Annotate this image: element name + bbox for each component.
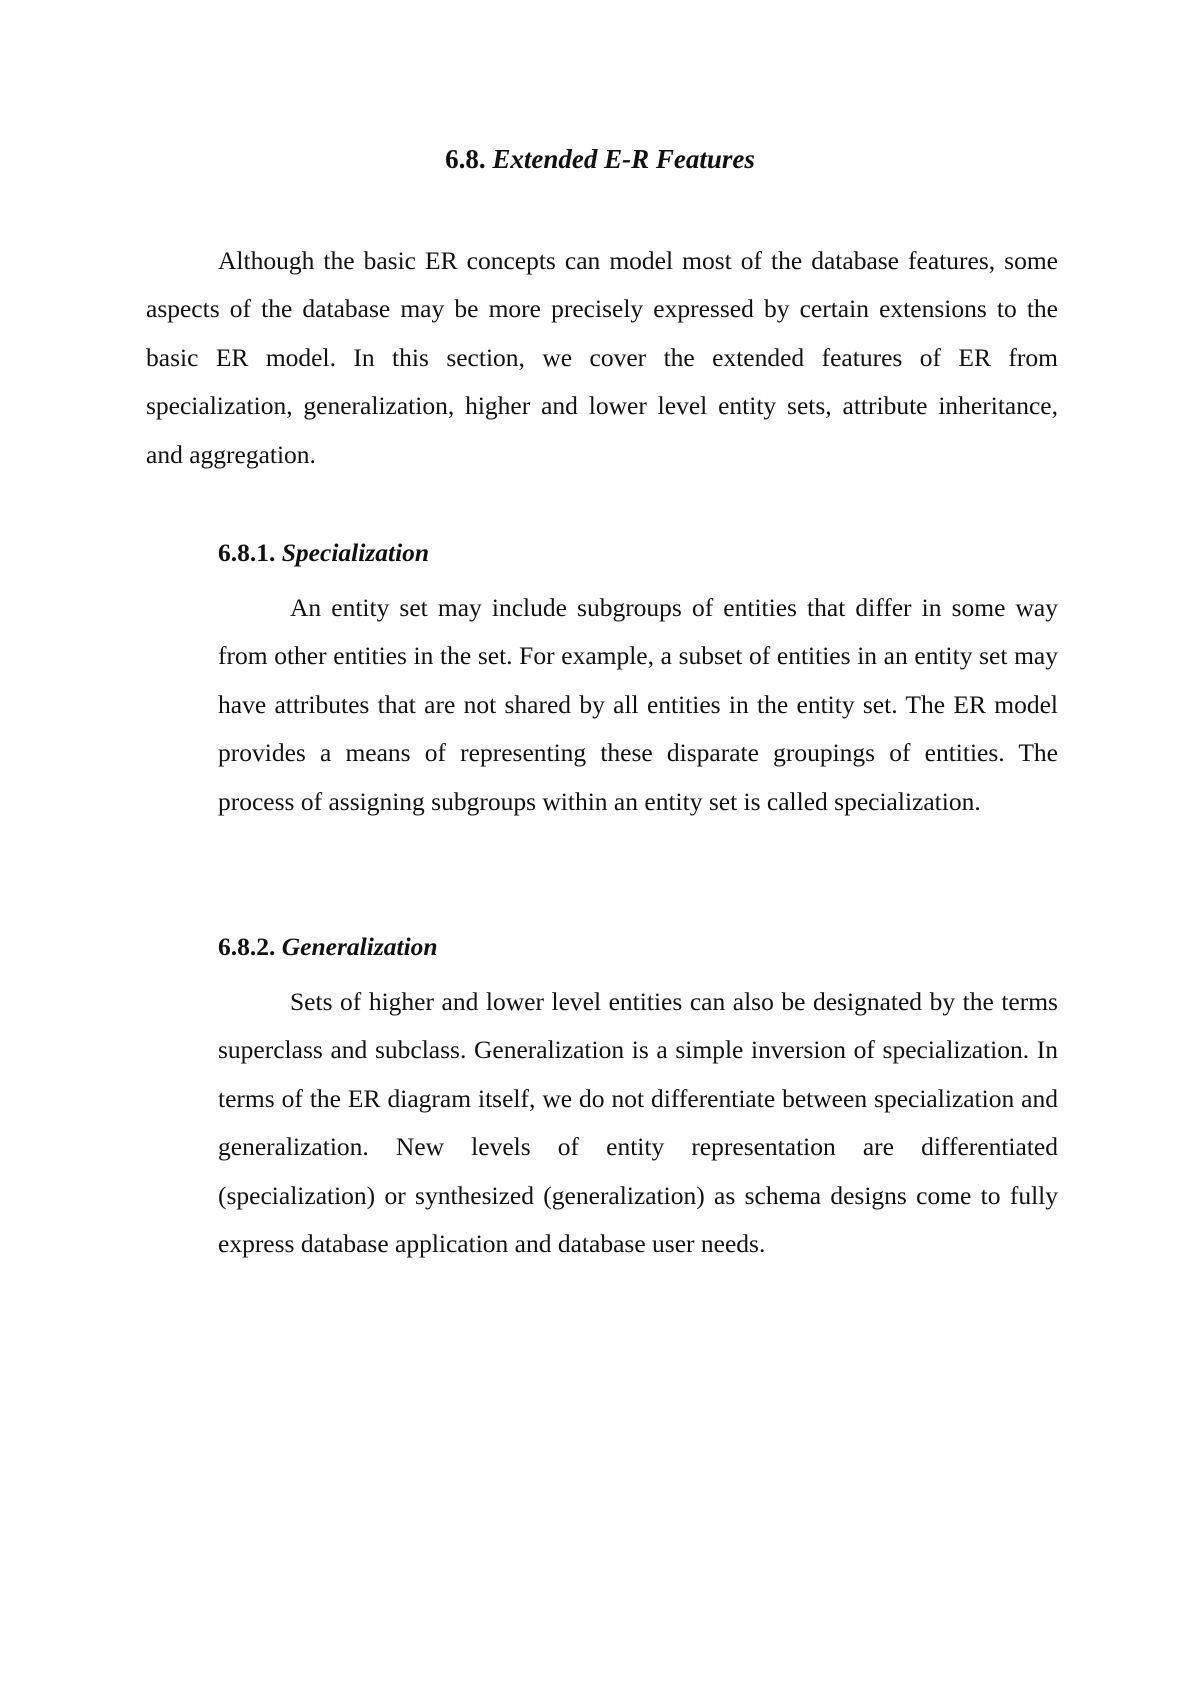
subsection-title: Specialization bbox=[281, 538, 430, 567]
intro-paragraph: Although the basic ER concepts can model most of the database features, some aspects of the database may be more precisely expressed by certain extensions to the basic ER model. In this section, we cover the extended features of ER from specialization, generalization, higher and lower level entity sets, attribute inheritance, and aggregation. bbox=[146, 246, 1058, 469]
section-title bbox=[0, 142, 1200, 176]
subsection-title: Generalization bbox=[281, 932, 438, 961]
subsection-heading-specialization bbox=[218, 536, 429, 570]
section-number: 6.8. bbox=[445, 144, 486, 174]
subsection-heading-generalization bbox=[218, 930, 438, 964]
specialization-paragraph: An entity set may include subgroups of entities that differ in some way from other entities in the set. For example, a subset of entities in an entity set may have attributes that are not shared by all entities in the entity set. The ER model provides a means of representing these disparate groupings of entities. The process of assigning subgroups within an entity set is called specialization. bbox=[218, 593, 1058, 816]
generalization-paragraph: Sets of higher and lower level entities can also be designated by the terms superclass and subclass. Generalization is a simple inversion of specialization. In terms of the ER diagram itself, we do not differentiate between specialization and generalization. New levels of entity representation are differentiated (specialization) or synthesized (generalization) as schema designs come to fully express database application and database user needs. bbox=[218, 987, 1058, 1259]
section-name: Extended E-R Features bbox=[492, 144, 755, 174]
subsection-number: 6.8.1. bbox=[218, 538, 276, 567]
subsection-number: 6.8.2. bbox=[218, 932, 276, 961]
